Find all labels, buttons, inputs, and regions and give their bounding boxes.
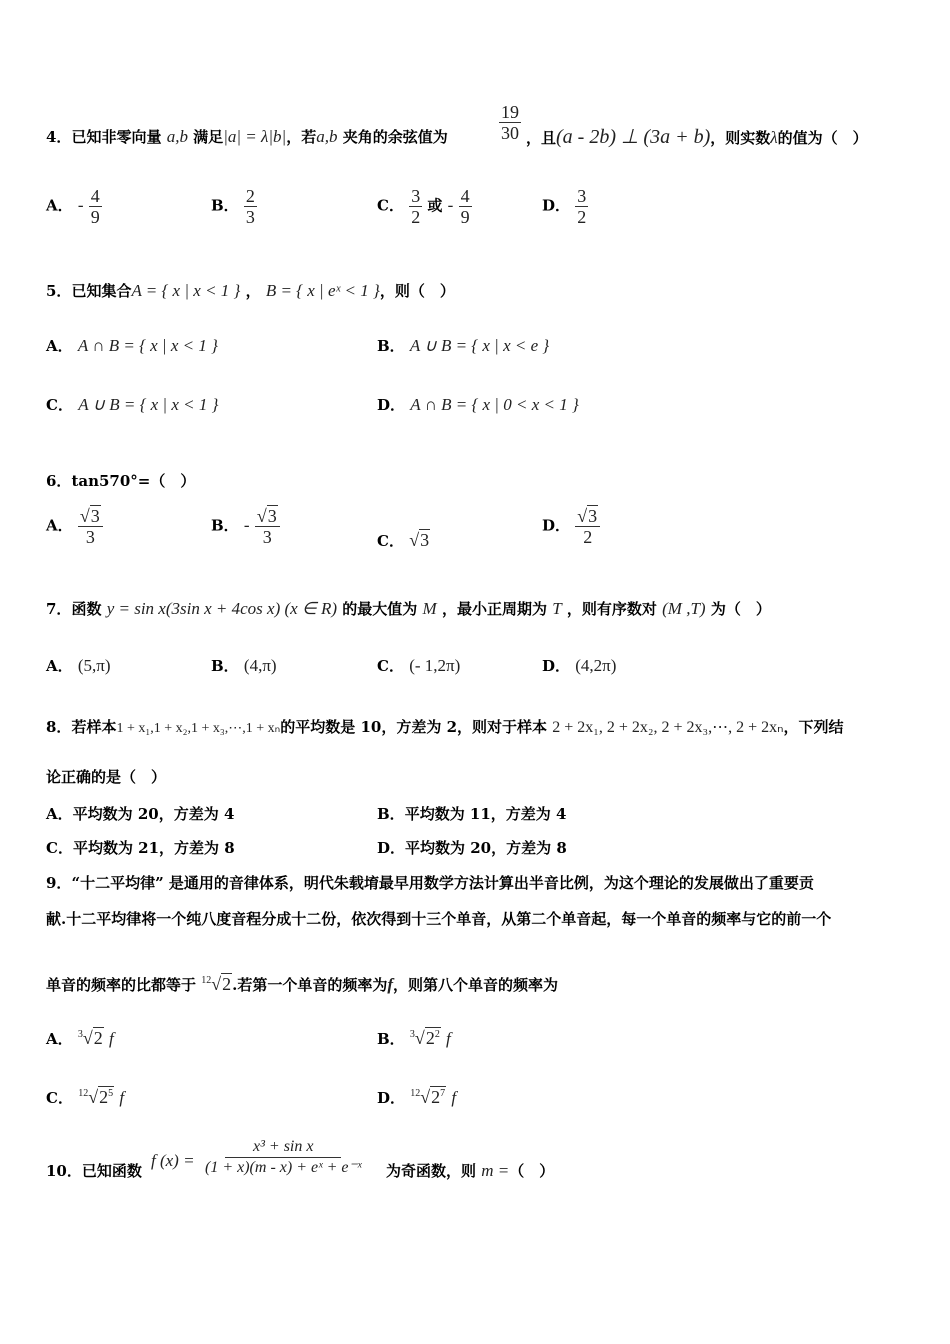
math-expr: m = — [481, 1161, 510, 1180]
question-text: ，且 — [526, 129, 557, 147]
option-label: B． — [211, 657, 239, 675]
math-expr: f — [119, 1088, 125, 1107]
question-text: 满足 — [193, 128, 224, 146]
math-expr: λ — [770, 128, 778, 147]
question-9-line2 — [46, 908, 831, 930]
math-expr: (4,π) — [243, 656, 277, 675]
math-expr: A ∪ B = { x | x < 1 } — [78, 395, 219, 414]
question-text: 已知集合 — [71, 282, 132, 300]
option-label: C． — [46, 1089, 73, 1107]
math-expr: A ∩ B = { x | 0 < x < 1 } — [410, 395, 579, 414]
math-expr: f (x) = — [151, 1151, 195, 1170]
option-9A[interactable] — [46, 1028, 114, 1049]
base: 2 — [99, 1087, 109, 1107]
math-expr: T — [552, 599, 562, 618]
option-6A[interactable] — [46, 506, 103, 547]
math-expr: |a| = λ|b| — [223, 127, 287, 146]
question-text: 论正确的是（ ） — [46, 768, 167, 786]
radicand: 3 — [588, 506, 598, 526]
option-label: A． — [46, 657, 73, 675]
question-text: tan570°=（ ） — [71, 472, 196, 490]
question-number: 6． — [46, 472, 72, 490]
exponent: 7 — [440, 1088, 446, 1099]
question-text: ，若 — [286, 128, 317, 146]
option-label: C． — [377, 532, 404, 550]
fraction-denominator: 30 — [501, 123, 519, 143]
fraction — [89, 186, 102, 227]
option-7C[interactable] — [377, 655, 460, 676]
option-4C[interactable] — [377, 186, 472, 227]
option-5D[interactable] — [377, 394, 579, 415]
question-text: ，则第八个单音的频率为 — [393, 976, 559, 994]
question-text: 为奇函数，则 — [386, 1162, 477, 1180]
option-label: B． — [377, 337, 405, 355]
question-number: 10． — [46, 1162, 82, 1180]
fraction-denominator: 9 — [90, 207, 100, 227]
question-8 — [46, 716, 843, 740]
question-number: 9． — [46, 874, 72, 892]
fraction-numerator: x³ + sin x — [225, 1137, 341, 1158]
question-text: 的值为（ ） — [777, 129, 868, 147]
math-expr: A ∩ B = { x | x < 1 } — [77, 336, 218, 355]
question-text: 的最大值为 — [342, 600, 418, 618]
radicand: 3 — [267, 506, 277, 526]
nth-root: $^{12}$√2 — [201, 974, 232, 994]
nth-root: $^3√2^2$ — [409, 1028, 440, 1048]
option-8B[interactable] — [377, 803, 566, 824]
option-text: 平均数为 21，方差为 8 — [72, 839, 235, 857]
question-9 — [46, 872, 814, 894]
fraction — [244, 186, 257, 227]
question-text: 单音的频率的比都等于 — [46, 976, 197, 994]
fraction-denominator: 2 — [583, 527, 593, 547]
option-8A[interactable] — [46, 803, 234, 824]
exponent: 5 — [108, 1088, 114, 1099]
option-7D[interactable] — [542, 655, 616, 676]
option-label: A． — [46, 196, 73, 215]
question-text: 为（ ） — [710, 600, 771, 618]
fraction-numerator: 3 — [411, 186, 421, 206]
math-expr: 1 + x₁,1 + x₂,1 + x₃,⋯,1 + xₙ — [116, 721, 281, 736]
nth-root: $^{12}√2^7$ — [410, 1087, 446, 1107]
fraction-numerator: 3 — [577, 186, 587, 206]
option-6C[interactable] — [377, 530, 430, 551]
question-number: 8． — [46, 718, 72, 736]
radicand: 2 — [222, 974, 232, 994]
sqrt: √3 — [577, 506, 598, 526]
question-5 — [46, 280, 455, 302]
math-expr: A ∪ B = { x | x < e } — [409, 336, 550, 355]
option-9B[interactable] — [377, 1028, 451, 1049]
option-7B[interactable] — [211, 655, 277, 676]
radicand — [98, 1086, 114, 1107]
question-8-cont — [46, 766, 166, 788]
math-expr: f — [451, 1088, 457, 1107]
option-label: A． — [46, 805, 73, 823]
option-text: 平均数为 11，方差为 4 — [404, 805, 567, 823]
question-10 — [46, 1160, 142, 1182]
question-text: 献.十二平均律将一个纯八度音程分成十二份，依次得到十三个单音，从第二个单音起，每一个单音的频率与它的前一个 — [46, 910, 832, 928]
question-text: 已知函数 — [81, 1162, 142, 1180]
question-text: 已知非零向量 — [71, 128, 162, 146]
fraction-denominator: 3 — [245, 207, 255, 227]
option-8D[interactable] — [377, 837, 567, 858]
question-text: 夹角的余弦值为 — [342, 128, 448, 146]
radicand: 3 — [90, 506, 100, 526]
nth-root: $^3$√2 — [77, 1028, 103, 1048]
fraction-numerator: 4 — [460, 186, 470, 206]
math-expr: a,b — [316, 127, 338, 146]
fraction — [255, 506, 280, 547]
option-label: C． — [46, 396, 73, 414]
option-4D[interactable] — [542, 186, 588, 227]
option-text: 平均数为 20，方差为 4 — [72, 805, 235, 823]
math-expr: f — [446, 1029, 451, 1048]
fraction — [409, 186, 422, 227]
base: 2 — [431, 1087, 441, 1107]
math-expr: A = { x | x < 1 } — [131, 281, 241, 300]
fraction — [459, 186, 472, 227]
question-text: ， — [245, 282, 261, 300]
question-text: 的平均数是 10，方差为 2，则对于样本 — [280, 718, 548, 736]
fraction-numerator: 2 — [245, 186, 255, 206]
option-9D[interactable] — [377, 1087, 456, 1108]
math-expr: (5,π) — [77, 656, 111, 675]
option-7A[interactable] — [46, 655, 111, 676]
fraction-denominator: 2 — [577, 207, 587, 227]
root-index: 3 — [409, 1029, 415, 1040]
math-expr: f — [109, 1029, 114, 1048]
option-label: A． — [46, 337, 73, 355]
question-7 — [46, 598, 771, 620]
fraction-numerator: 19 — [501, 102, 519, 122]
math-expr: y = sin x(3sin x + 4cos x) (x ∈ R) — [106, 599, 338, 618]
option-label: C． — [46, 839, 73, 857]
math-expr: 2 + 2x₁, 2 + 2x₂, 2 + 2x₃,⋯, 2 + 2xₙ — [552, 719, 784, 736]
question-text: ，则实数 — [710, 129, 771, 147]
function-fraction — [203, 1137, 363, 1178]
fraction — [575, 506, 600, 547]
option-6B[interactable] — [211, 506, 280, 547]
fraction-denominator: 3 — [85, 527, 95, 547]
option-4A[interactable] — [46, 186, 102, 227]
fraction-denominator: 2 — [411, 207, 421, 227]
math-expr: (4,2π) — [575, 656, 617, 675]
question-number: 5． — [46, 282, 72, 300]
option-5B[interactable] — [377, 335, 549, 356]
question-number: 7． — [46, 600, 72, 618]
math-expr: (M ,T) — [662, 599, 706, 618]
math-expr: M — [422, 599, 437, 618]
fraction-numerator: 4 — [90, 186, 100, 206]
option-label: C． — [377, 657, 404, 675]
question-text: ，则有序数对 — [566, 600, 657, 618]
math-expr: B = { x | eˣ < 1 } — [265, 281, 380, 300]
question-10-cont — [386, 1160, 554, 1182]
sqrt: √3 — [409, 530, 430, 550]
option-label: A． — [46, 516, 73, 535]
math-expr: (a - 2b) ⊥ (3a + b) — [556, 126, 711, 148]
radicand — [93, 1027, 104, 1048]
math-expr: (- 1,2π) — [409, 656, 461, 675]
minus-sign: - — [243, 515, 250, 535]
option-label: B． — [377, 1030, 405, 1048]
question-text: .若第一个单音的频率为 — [232, 976, 388, 994]
question-4-cont — [526, 126, 868, 149]
nth-root: $^{12}√2^5$ — [78, 1087, 114, 1107]
option-label: D． — [542, 657, 571, 675]
option-label: B． — [211, 196, 239, 215]
exponent: 2 — [434, 1029, 440, 1040]
math-expr: f — [387, 975, 394, 994]
sqrt: √3 — [79, 506, 100, 526]
option-label: A． — [46, 1030, 73, 1048]
option-label: D． — [542, 516, 571, 535]
cosine-fraction — [499, 102, 521, 143]
question-4 — [46, 126, 448, 148]
option-label: B． — [377, 805, 405, 823]
option-9C[interactable] — [46, 1087, 124, 1108]
root-index: 3 — [77, 1029, 83, 1040]
question-number: 4． — [46, 128, 72, 146]
option-5C[interactable] — [46, 394, 218, 415]
base: 2 — [425, 1028, 435, 1048]
question-text: 函数 — [71, 600, 102, 618]
fraction-denominator: (1 + x)(m - x) + eˣ + e⁻ˣ — [205, 1159, 362, 1176]
question-text: “十二平均律” 是通用的音律体系，明代朱载堉最早用数学方法计算出半音比例，为这个理论的发展做出了重要贡 — [71, 874, 814, 892]
option-label: D． — [377, 396, 406, 414]
option-8C[interactable] — [46, 837, 235, 858]
option-label: D． — [542, 196, 571, 215]
minus-sign: - — [77, 195, 84, 215]
root-index: 12 — [201, 975, 212, 986]
minus-sign: - — [447, 195, 454, 215]
question-text: 若样本 — [71, 718, 117, 736]
radicand — [430, 1086, 446, 1107]
option-4B[interactable] — [211, 186, 257, 227]
fraction — [575, 186, 588, 227]
question-text: ，最小正周期为 — [441, 600, 547, 618]
base: 2 — [93, 1028, 103, 1048]
question-6 — [46, 470, 195, 492]
option-6D[interactable] — [542, 506, 600, 547]
or-word: 或 — [427, 196, 443, 215]
root-index: 12 — [78, 1088, 89, 1099]
option-text: 平均数为 20，方差为 8 — [405, 839, 567, 857]
sqrt: √3 — [256, 506, 277, 526]
question-text: ，则（ ） — [379, 282, 455, 300]
fraction — [78, 506, 103, 547]
option-label: B． — [211, 516, 239, 535]
option-label: D． — [377, 1089, 406, 1107]
root-index: 12 — [410, 1088, 421, 1099]
radicand — [425, 1027, 441, 1048]
option-label: C． — [377, 196, 404, 215]
question-text: ，下列结 — [783, 718, 844, 736]
fraction-denominator: 9 — [460, 207, 470, 227]
question-text: （ ） — [509, 1162, 555, 1180]
option-label: D． — [377, 839, 406, 857]
option-5A[interactable] — [46, 335, 218, 356]
math-expr: a,b — [166, 127, 188, 146]
fraction-denominator: 3 — [262, 527, 272, 547]
radicand: 3 — [420, 530, 430, 550]
question-9-line3 — [46, 970, 558, 996]
